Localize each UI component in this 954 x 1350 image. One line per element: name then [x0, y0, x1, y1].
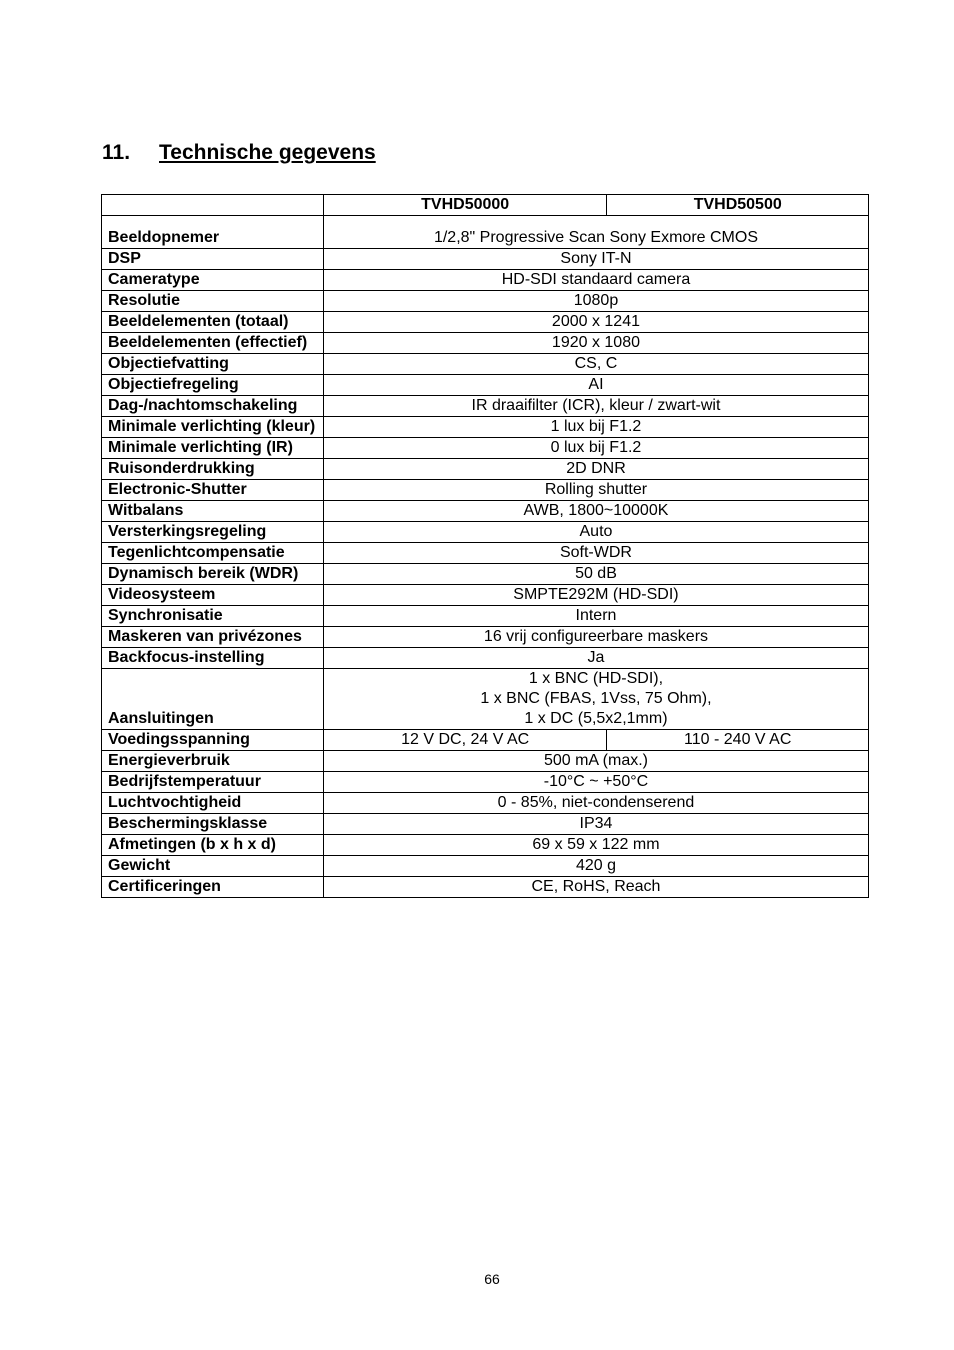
spec-value: AI: [323, 375, 868, 396]
spec-label: Minimale verlichting (IR): [102, 438, 324, 459]
table-row: [102, 751, 869, 772]
table-row: [102, 291, 869, 312]
spec-value: 0 lux bij F1.2: [323, 438, 868, 459]
spec-label: Cameratype: [102, 270, 324, 291]
table-row: [102, 249, 869, 270]
table-row: [102, 333, 869, 354]
spec-value: 0 - 85%, niet-condenserend: [323, 793, 868, 814]
table-row: [102, 835, 869, 856]
spec-label: Maskeren van privézones: [102, 627, 324, 648]
spec-value: 110 - 240 V AC: [607, 730, 869, 751]
spec-label: Luchtvochtigheid: [102, 793, 324, 814]
spec-table-body: [102, 195, 869, 898]
spec-label: Objectiefvatting: [102, 354, 324, 375]
page-number: 66: [484, 1271, 500, 1287]
spec-value: 1080p: [323, 291, 868, 312]
table-row: [102, 270, 869, 291]
section-number: 11.: [102, 141, 131, 164]
spec-value: 50 dB: [323, 564, 868, 585]
table-row: [102, 627, 869, 648]
table-row: [102, 459, 869, 480]
table-row: [102, 856, 869, 877]
spec-label: Beeldelementen (totaal): [102, 312, 324, 333]
spec-value: Auto: [323, 522, 868, 543]
table-row: [102, 354, 869, 375]
spec-value: HD-SDI standaard camera: [323, 270, 868, 291]
spec-label: Witbalans: [102, 501, 324, 522]
spec-label: Minimale verlichting (kleur): [102, 417, 324, 438]
model-header-2: TVHD50500: [607, 195, 869, 216]
spec-label: Dynamisch bereik (WDR): [102, 564, 324, 585]
spec-label: DSP: [102, 249, 324, 270]
spec-value-line: 1 x DC (5,5x2,1mm): [524, 710, 668, 727]
spec-value: Sony IT-N: [323, 249, 868, 270]
table-row: [102, 501, 869, 522]
spec-value: 2000 x 1241: [323, 312, 868, 333]
spec-value: 1920 x 1080: [323, 333, 868, 354]
spec-value-line: 1 x BNC (HD-SDI),: [528, 670, 664, 687]
table-row: [102, 417, 869, 438]
table-row: [102, 648, 869, 669]
spec-label: Beeldopnemer: [102, 216, 324, 249]
spec-value: Ja: [323, 648, 868, 669]
spec-value: Intern: [323, 606, 868, 627]
table-row: [102, 793, 869, 814]
spec-label: Objectiefregeling: [102, 375, 324, 396]
spec-value: SMPTE292M (HD-SDI): [323, 585, 868, 606]
spec-label: Certificeringen: [102, 877, 324, 898]
spec-table: [101, 194, 869, 898]
spec-label: Ruisonderdrukking: [102, 459, 324, 480]
spec-value: 12 V DC, 24 V AC: [323, 730, 606, 751]
section-title: Technische gegevens: [159, 141, 376, 164]
spec-label: Bedrijfstemperatuur: [102, 772, 324, 793]
spec-label: Beschermingsklasse: [102, 814, 324, 835]
spec-value: AWB, 1800~10000K: [323, 501, 868, 522]
spec-label: Electronic-Shutter: [102, 480, 324, 501]
table-row: [102, 585, 869, 606]
spec-label: Synchronisatie: [102, 606, 324, 627]
spec-label: Beeldelementen (effectief): [102, 333, 324, 354]
spec-value: [323, 669, 868, 730]
table-row: [102, 877, 869, 898]
spec-value-line: 1 x BNC (FBAS, 1Vss, 75 Ohm),: [480, 690, 712, 707]
spec-value: 420 g: [323, 856, 868, 877]
spec-value: Rolling shutter: [323, 480, 868, 501]
table-row: [102, 480, 869, 501]
spec-label: Dag-/nachtomschakeling: [102, 396, 324, 417]
spec-value: Soft-WDR: [323, 543, 868, 564]
spec-label: Tegenlichtcompensatie: [102, 543, 324, 564]
spec-value: 1/2,8" Progressive Scan Sony Exmore CMOS: [323, 216, 868, 249]
table-row: [102, 375, 869, 396]
spec-label: Energieverbruik: [102, 751, 324, 772]
spec-label: Voedingsspanning: [102, 730, 324, 751]
spec-label: Afmetingen (b x h x d): [102, 835, 324, 856]
spec-value: 69 x 59 x 122 mm: [323, 835, 868, 856]
table-row: [102, 396, 869, 417]
spec-value: CE, RoHS, Reach: [323, 877, 868, 898]
table-header-empty: [102, 195, 324, 216]
spec-value: IP34: [323, 814, 868, 835]
table-row: [102, 814, 869, 835]
spec-label: Backfocus-instelling: [102, 648, 324, 669]
spec-label: Videosysteem: [102, 585, 324, 606]
section-heading: [102, 141, 376, 165]
table-row: [102, 669, 869, 730]
model-header-1: TVHD50000: [323, 195, 606, 216]
spec-value: CS, C: [323, 354, 868, 375]
table-row: [102, 216, 869, 249]
spec-value: -10°C ~ +50°C: [323, 772, 868, 793]
table-row: [102, 312, 869, 333]
table-row: [102, 606, 869, 627]
table-row: [102, 564, 869, 585]
table-row: [102, 438, 869, 459]
table-header-row: [102, 195, 869, 216]
spec-label: Resolutie: [102, 291, 324, 312]
table-row: [102, 730, 869, 751]
spec-value: 500 mA (max.): [323, 751, 868, 772]
spec-label: Versterkingsregeling: [102, 522, 324, 543]
spec-value: 1 lux bij F1.2: [323, 417, 868, 438]
spec-label: Gewicht: [102, 856, 324, 877]
table-row: [102, 543, 869, 564]
spec-value: 2D DNR: [323, 459, 868, 480]
table-row: [102, 522, 869, 543]
spec-value: 16 vrij configureerbare maskers: [323, 627, 868, 648]
spec-value: IR draaifilter (ICR), kleur / zwart-wit: [323, 396, 868, 417]
table-row: [102, 772, 869, 793]
spec-label: Aansluitingen: [102, 669, 324, 730]
